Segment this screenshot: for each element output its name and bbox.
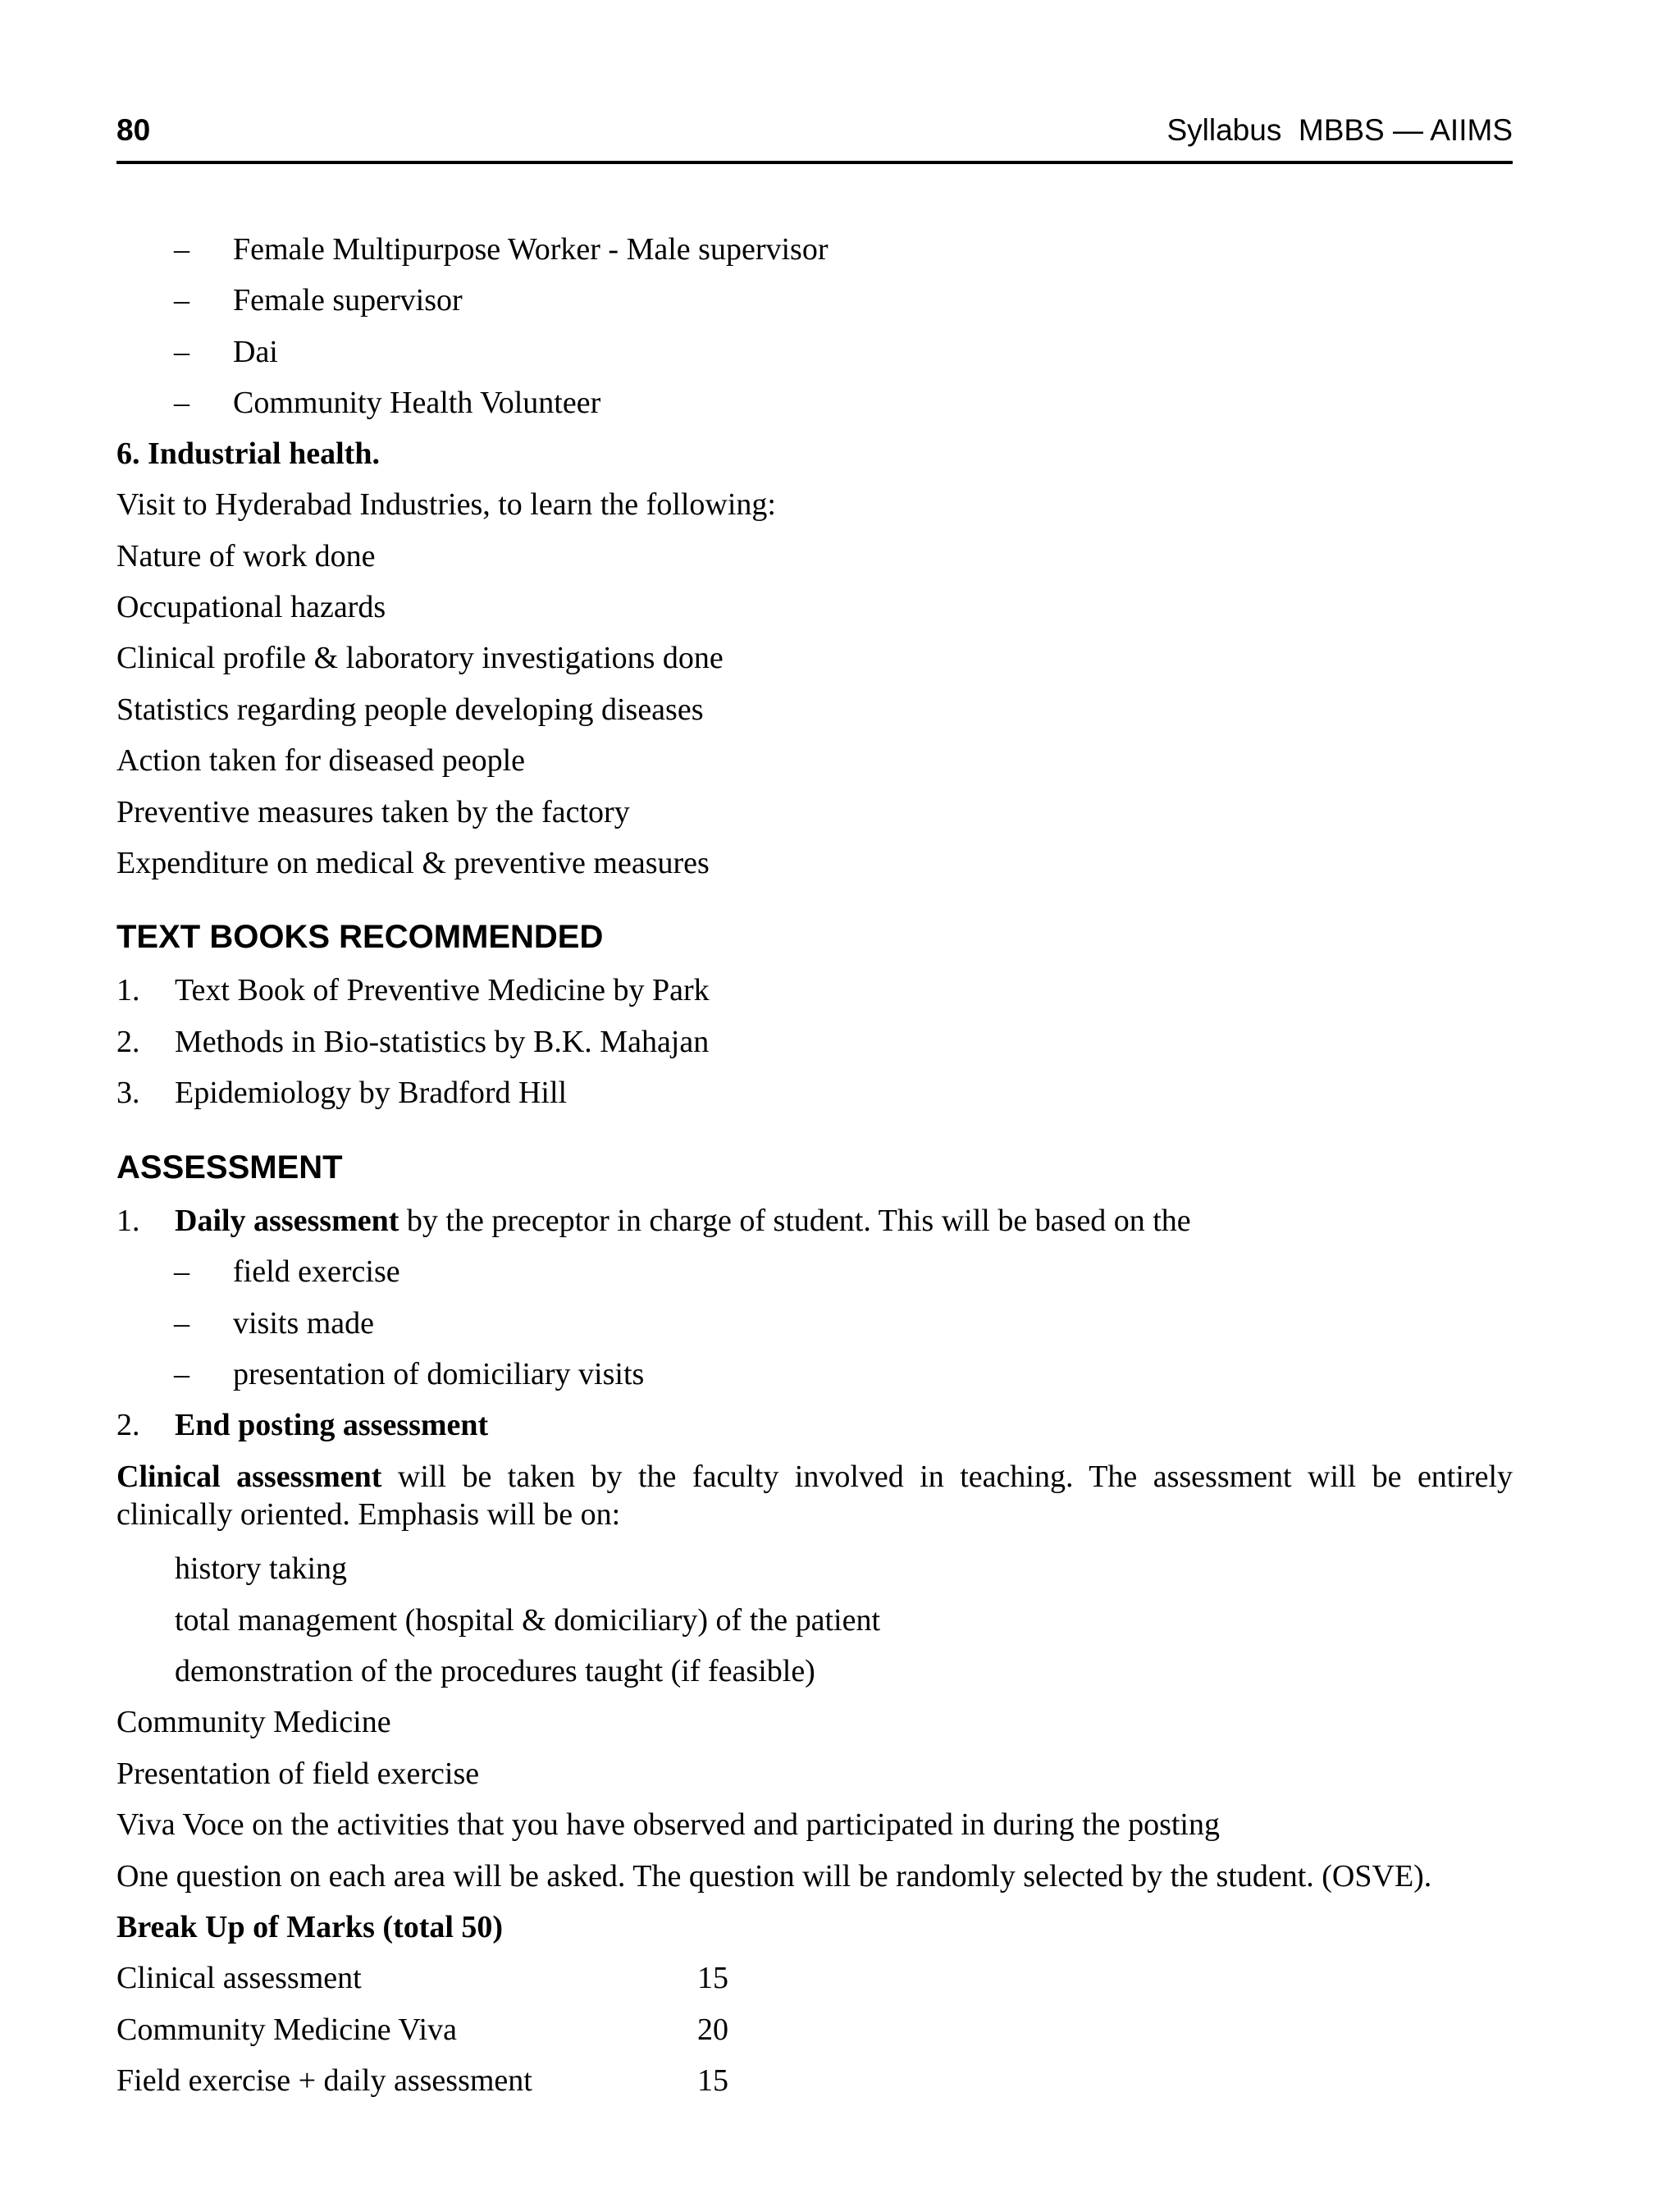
assessment-line: Presentation of field exercise bbox=[116, 1757, 480, 1791]
book-title: Methods in Bio-statistics by B.K. Mahajan bbox=[175, 1025, 710, 1059]
daily-assessment-sub-item: presentation of domiciliary visits bbox=[233, 1357, 645, 1391]
list-dash: – bbox=[174, 1306, 189, 1341]
list-dash: – bbox=[174, 335, 189, 369]
industrial-item: Action taken for diseased people bbox=[116, 743, 526, 778]
assessment-line: Community Medicine bbox=[116, 1705, 391, 1739]
book-number: 3. bbox=[116, 1076, 140, 1110]
industrial-item: Expenditure on medical & preventive measures bbox=[116, 846, 710, 880]
emphasis-item: total management (hospital & domiciliary) of the patient bbox=[175, 1603, 881, 1638]
daily-assessment-line bbox=[175, 1201, 1191, 1240]
list-dash: – bbox=[174, 1357, 189, 1391]
list-dash: – bbox=[174, 1254, 189, 1289]
marks-row-label: Field exercise + daily assessment bbox=[116, 2063, 532, 2098]
assessment-line: One question on each area will be asked. The question will be randomly selected by the student. (OSVE). bbox=[116, 1859, 1432, 1894]
clinical-assessment-text: will be taken by the faculty involved in teaching. The assessment will be entirely clinically oriented. Emphasis will be on: bbox=[116, 1460, 1513, 1532]
industrial-item: Statistics regarding people developing diseases bbox=[116, 692, 704, 727]
assessment-line: Viva Voce on the activities that you have observed and participated in during the posting bbox=[116, 1807, 1220, 1842]
industrial-health-heading: 6. Industrial health. bbox=[116, 436, 380, 471]
book-title: Text Book of Preventive Medicine by Park bbox=[175, 973, 710, 1007]
staff-item: Dai bbox=[233, 335, 278, 369]
industrial-intro: Visit to Hyderabad Industries, to learn the following: bbox=[116, 487, 776, 522]
marks-row-value: 20 bbox=[697, 2012, 728, 2047]
marks-row-value: 15 bbox=[697, 2063, 728, 2098]
book-number: 1. bbox=[116, 973, 140, 1007]
marks-row-value: 15 bbox=[697, 1961, 728, 1995]
list-dash: – bbox=[174, 232, 189, 267]
running-header-title: Syllabus MBBS — AIIMS bbox=[1166, 113, 1513, 147]
marks-row-label: Community Medicine Viva bbox=[116, 2012, 457, 2047]
assessment-number: 1. bbox=[116, 1204, 140, 1238]
industrial-item: Nature of work done bbox=[116, 539, 376, 573]
end-posting-assessment-label: End posting assessment bbox=[175, 1408, 489, 1442]
staff-item: Female supervisor bbox=[233, 283, 463, 318]
clinical-assessment-paragraph bbox=[116, 1458, 1513, 1533]
staff-item: Female Multipurpose Worker - Male supervisor bbox=[233, 232, 829, 267]
industrial-item: Clinical profile & laboratory investigations done bbox=[116, 641, 724, 675]
daily-assessment-sub-item: visits made bbox=[233, 1306, 375, 1341]
emphasis-item: history taking bbox=[175, 1551, 348, 1586]
daily-assessment-text: by the preceptor in charge of student. This will be based on the bbox=[399, 1204, 1191, 1238]
clinical-assessment-label: Clinical assessment bbox=[116, 1460, 382, 1494]
list-dash: – bbox=[174, 283, 189, 318]
marks-row-label: Clinical assessment bbox=[116, 1961, 362, 1995]
assessment-heading: ASSESSMENT bbox=[116, 1149, 343, 1186]
header-rule bbox=[116, 161, 1513, 164]
marks-heading: Break Up of Marks (total 50) bbox=[116, 1910, 504, 1944]
page-number: 80 bbox=[116, 113, 151, 147]
daily-assessment-sub-item: field exercise bbox=[233, 1254, 400, 1289]
book-title: Epidemiology by Bradford Hill bbox=[175, 1076, 568, 1110]
emphasis-item: demonstration of the procedures taught (if feasible) bbox=[175, 1654, 815, 1688]
text-books-heading: TEXT BOOKS RECOMMENDED bbox=[116, 919, 604, 955]
list-dash: – bbox=[174, 386, 189, 420]
staff-item: Community Health Volunteer bbox=[233, 386, 601, 420]
assessment-number: 2. bbox=[116, 1408, 140, 1442]
industrial-item: Occupational hazards bbox=[116, 590, 386, 624]
daily-assessment-label: Daily assessment bbox=[175, 1204, 399, 1238]
book-number: 2. bbox=[116, 1025, 140, 1059]
industrial-item: Preventive measures taken by the factory bbox=[116, 795, 630, 829]
